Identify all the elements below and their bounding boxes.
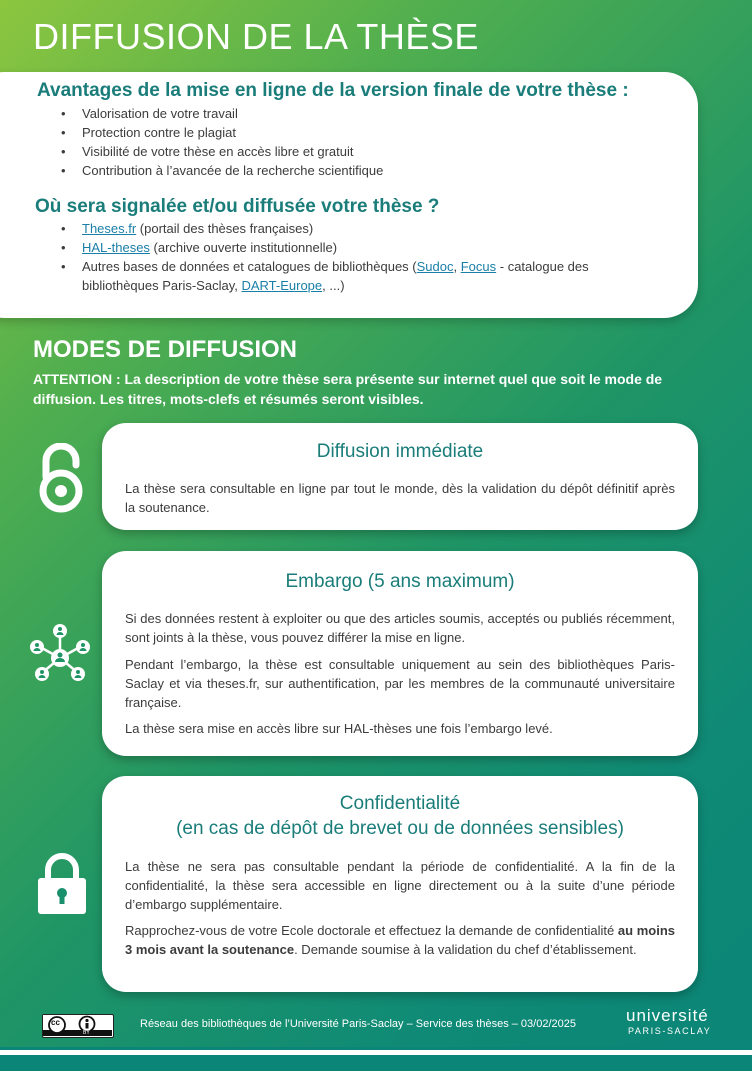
- footer-credit: Réseau des bibliothèques de l’Université Paris-Saclay – Service des thèses – 03/02/2025: [140, 1018, 576, 1030]
- embargo-paragraph: La thèse sera mise en accès libre sur HAL-thèses une fois l’embargo levé.: [125, 721, 553, 736]
- cc-by-icon: [42, 1014, 114, 1038]
- open-lock-icon: [38, 443, 84, 518]
- confidentiality-subtitle: (en cas de dépôt de brevet ou de données sensibles): [176, 818, 624, 839]
- advantages-list: [58, 104, 383, 180]
- confidentiality-paragraph: La thèse ne sera pas consultable pendant la période de confidentialité. A la fin de la confidentialité, la thèse sera accessible en ligne directement ou à la suite d’une période d’embargo supplémentaire.: [125, 859, 675, 912]
- list-item-text: - catalogue des bibliothèques Paris-Saclay,: [82, 259, 589, 293]
- attention-notice: ATTENTION : La description de votre thèse sera présente sur internet quel que soit le mode de diffusion. Les titres, mots-clefs et résumés seront visibles.: [33, 371, 663, 407]
- confidentiality-card: [102, 776, 698, 992]
- immediate-card: [102, 423, 698, 530]
- deadline-emphasis: au moins 3 mois avant la soutenance: [125, 923, 675, 957]
- embargo-card: [102, 551, 698, 756]
- embargo-title: Embargo (5 ans maximum): [285, 571, 515, 592]
- list-item-text: ,: [453, 259, 461, 274]
- confidentiality-paragraph: [125, 921, 675, 959]
- list-item-text: Autres bases de données et catalogues de bibliothèques (: [82, 259, 417, 274]
- cc-label: cc: [51, 1018, 60, 1027]
- list-item: • Contribution à l’avancée de la recherche scientifique: [58, 161, 383, 180]
- list-item: • Visibilité de votre thèse en accès libre et gratuit: [58, 142, 383, 161]
- modes-title: MODES DE DIFFUSION: [33, 336, 298, 363]
- immediate-title: Diffusion immédiate: [316, 441, 484, 462]
- paragraph-text: . Demande soumise à la validation du chef d’établissement.: [294, 942, 637, 957]
- focus-link[interactable]: Focus: [460, 259, 497, 274]
- page-title: DIFFUSION DE LA THÈSE: [33, 16, 479, 57]
- sudoc-link[interactable]: Sudoc: [416, 259, 454, 274]
- paragraph-text: Rapprochez-vous de votre Ecole doctorale et effectuez la demande de confidentialité: [125, 923, 618, 938]
- list-item-text: (archive ouverte institutionnelle): [149, 240, 338, 255]
- list-item-text: , ...): [322, 278, 345, 293]
- where-list: [58, 219, 618, 295]
- network-people-icon: [28, 622, 92, 689]
- university-logo: université: [626, 1006, 709, 1025]
- bottom-divider: [0, 1050, 752, 1055]
- embargo-paragraph: Si des données restent à exploiter ou que des articles soumis, acceptés ou publiés récemment, sont joints à la thèse, vous pouvez différer la mise en ligne.: [125, 611, 675, 645]
- dart-europe-link[interactable]: DART-Europe: [241, 278, 323, 293]
- embargo-paragraph: Pendant l’embargo, la thèse est consultable uniquement au sein des bibliothèques Paris-Saclay et via theses.fr, sur authentification, par les membres de la communauté universitaire française.: [125, 657, 675, 710]
- confidentiality-title: Confidentialité: [339, 793, 461, 814]
- list-item-text: (portail des thèses françaises): [136, 221, 314, 236]
- thesesfr-link[interactable]: Theses.fr: [82, 221, 137, 236]
- closed-lock-icon: [36, 852, 88, 921]
- advantages-title: Avantages de la mise en ligne de la version finale de votre thèse :: [37, 80, 629, 101]
- list-item: • Protection contre le plagiat: [58, 123, 383, 142]
- where-title: Où sera signalée et/ou diffusée votre thèse ?: [35, 196, 440, 217]
- list-item: [58, 219, 618, 238]
- university-logo-subtitle: PARIS-SACLAY: [628, 1026, 712, 1036]
- list-item: [58, 257, 618, 295]
- hal-theses-link[interactable]: HAL-theses: [82, 240, 150, 255]
- info-card: [0, 72, 698, 318]
- immediate-text: La thèse sera consultable en ligne par tout le monde, dès la validation du dépôt définitif après la soutenance.: [125, 481, 675, 515]
- list-item: [58, 238, 618, 257]
- list-item: • Valorisation de votre travail: [58, 104, 383, 123]
- by-label: BY: [83, 1030, 90, 1036]
